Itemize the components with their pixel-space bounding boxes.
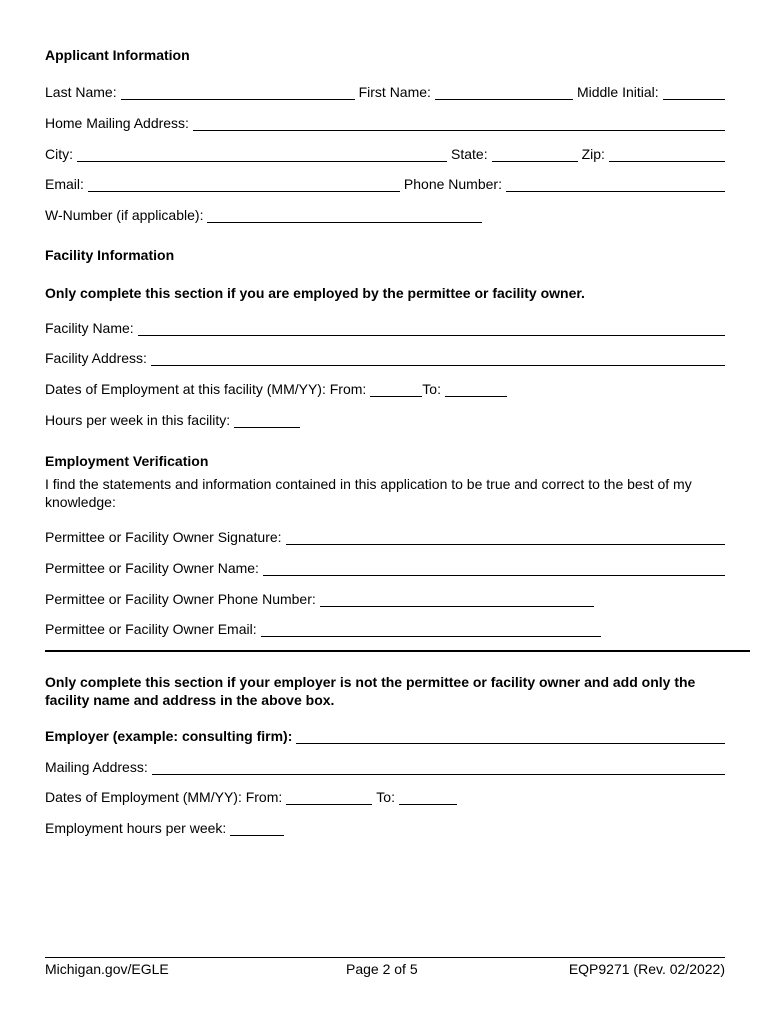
facility-heading: Facility Information xyxy=(45,247,175,263)
employer-hours-label: Employment hours per week: xyxy=(45,820,227,836)
footer-page-number: Page 2 of 5 xyxy=(346,961,418,977)
employer-mailing-field[interactable] xyxy=(152,760,725,775)
email-field[interactable] xyxy=(88,177,400,192)
employer-instruction: Only complete this section if your employer is not the permittee or facility owner and add only the facility name and address in the above box. xyxy=(45,674,696,708)
name-row xyxy=(45,82,725,102)
email-label: Email: xyxy=(45,176,84,192)
facility-hours-row xyxy=(45,410,725,430)
owner-phone-label: Permittee or Facility Owner Phone Number: xyxy=(45,591,316,607)
owner-email-row xyxy=(45,619,725,639)
facility-from-field[interactable] xyxy=(370,382,422,397)
zip-label: Zip: xyxy=(581,146,605,162)
employer-hours-row xyxy=(45,818,725,838)
owner-email-label: Permittee or Facility Owner Email: xyxy=(45,621,257,637)
facility-dates-label: Dates of Employment at this facility (MM/YY): From: xyxy=(45,381,367,397)
middle-initial-field[interactable] xyxy=(663,85,725,100)
facility-address-field[interactable] xyxy=(151,351,725,366)
owner-email-field[interactable] xyxy=(261,622,601,637)
state-label: State: xyxy=(451,146,488,162)
wnumber-row xyxy=(45,205,725,225)
footer-form-id: EQP9271 (Rev. 02/2022) xyxy=(568,961,725,977)
wnumber-label: W-Number (if applicable): xyxy=(45,207,204,223)
employer-name-row xyxy=(45,726,725,746)
facility-to-label: To: xyxy=(422,381,441,397)
employer-mailing-row xyxy=(45,757,725,777)
footer-rule xyxy=(45,957,725,958)
employer-dates-row xyxy=(45,787,725,807)
employer-dates-label: Dates of Employment (MM/YY): From: xyxy=(45,789,283,805)
facility-instruction: Only complete this section if you are employed by the permittee or facility owner. xyxy=(45,285,585,301)
signature-row xyxy=(45,527,725,547)
phone-label: Phone Number: xyxy=(403,176,502,192)
home-address-row xyxy=(45,113,725,133)
employer-from-field[interactable] xyxy=(286,790,372,805)
owner-name-field[interactable] xyxy=(263,561,725,576)
facility-hours-field[interactable] xyxy=(234,413,300,428)
signature-field[interactable] xyxy=(286,530,725,545)
home-address-field[interactable] xyxy=(193,116,725,131)
last-name-field[interactable] xyxy=(121,85,355,100)
employer-to-label: To: xyxy=(376,789,395,805)
facility-to-field[interactable] xyxy=(445,382,507,397)
facility-address-row xyxy=(45,348,725,368)
facility-dates-row xyxy=(45,379,725,399)
employer-name-label: Employer (example: consulting firm): xyxy=(45,728,293,744)
middle-initial-label: Middle Initial: xyxy=(576,84,659,100)
owner-phone-row xyxy=(45,589,725,609)
employer-to-field[interactable] xyxy=(399,790,457,805)
section-divider xyxy=(45,650,750,652)
owner-phone-field[interactable] xyxy=(320,592,594,607)
phone-field[interactable] xyxy=(506,177,725,192)
owner-name-row xyxy=(45,558,725,578)
city-row xyxy=(45,144,725,164)
owner-name-label: Permittee or Facility Owner Name: xyxy=(45,560,259,576)
zip-field[interactable] xyxy=(609,147,725,162)
employer-mailing-label: Mailing Address: xyxy=(45,759,148,775)
verification-heading: Employment Verification xyxy=(45,453,209,469)
facility-address-label: Facility Address: xyxy=(45,350,147,366)
applicant-heading: Applicant Information xyxy=(45,47,190,63)
footer-website: Michigan.gov/EGLE xyxy=(45,961,169,977)
home-address-label: Home Mailing Address: xyxy=(45,115,189,131)
employer-name-field[interactable] xyxy=(296,729,725,744)
signature-label: Permittee or Facility Owner Signature: xyxy=(45,529,282,545)
city-field[interactable] xyxy=(77,147,447,162)
facility-name-field[interactable] xyxy=(138,321,725,336)
first-name-label: First Name: xyxy=(358,84,431,100)
email-row xyxy=(45,174,725,194)
state-field[interactable] xyxy=(492,147,578,162)
employer-hours-field[interactable] xyxy=(230,821,284,836)
facility-name-label: Facility Name: xyxy=(45,320,134,336)
facility-name-row xyxy=(45,318,725,338)
verification-statement: I find the statements and information contained in this application to be true and correct to the best of my knowledge: xyxy=(45,476,692,510)
last-name-label: Last Name: xyxy=(45,84,117,100)
facility-hours-label: Hours per week in this facility: xyxy=(45,412,231,428)
wnumber-field[interactable] xyxy=(207,208,482,223)
city-label: City: xyxy=(45,146,73,162)
first-name-field[interactable] xyxy=(435,85,573,100)
